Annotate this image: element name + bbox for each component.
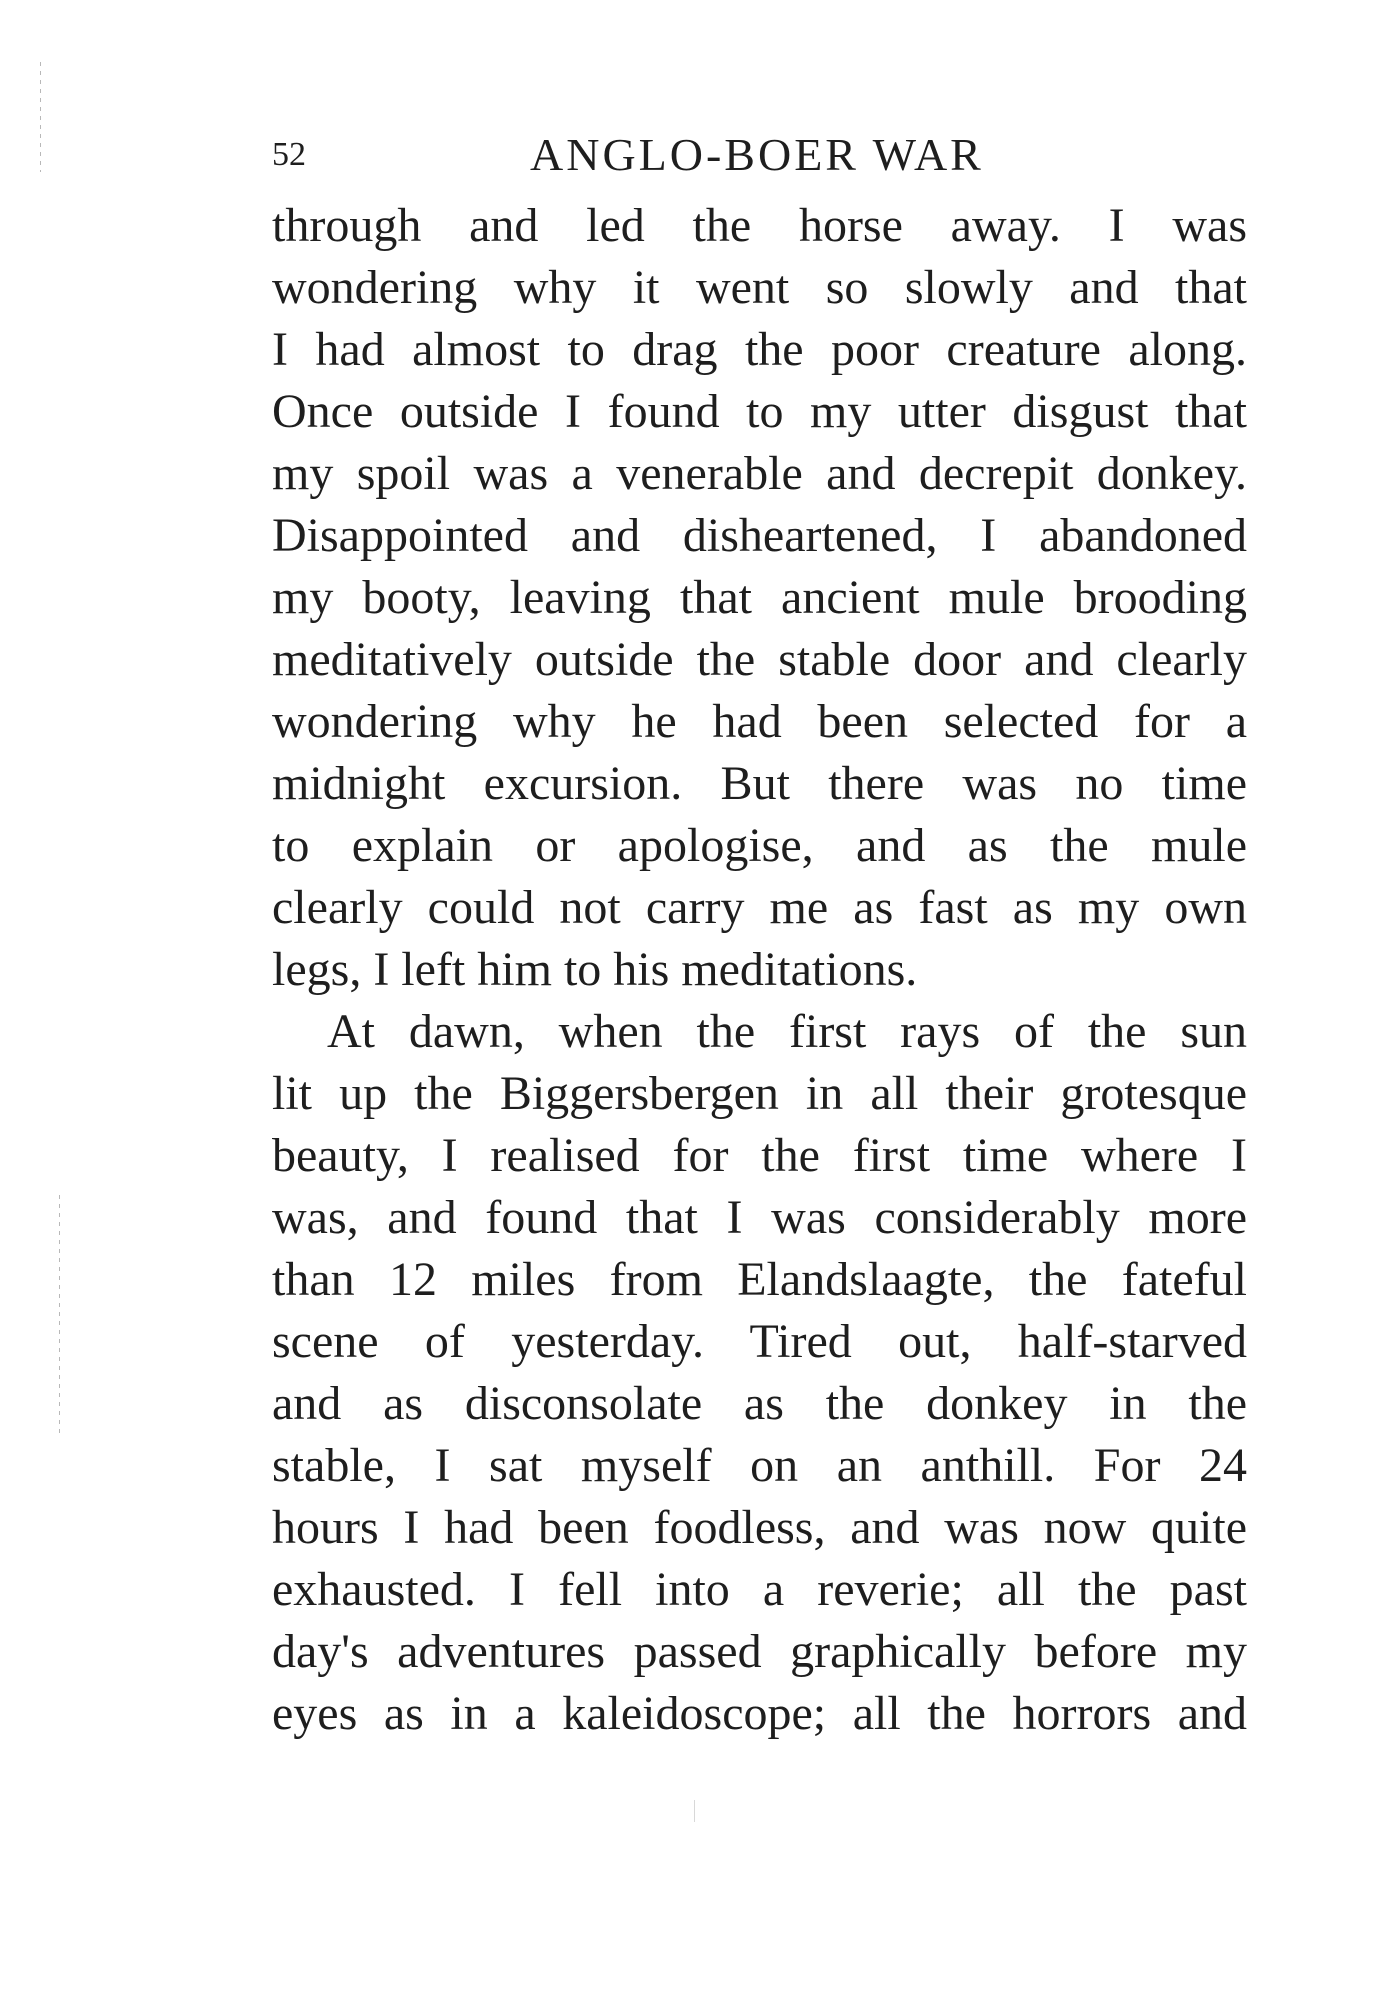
page-header bbox=[272, 128, 1247, 190]
text-line: I had almost to drag the poor creature along. bbox=[272, 323, 1247, 376]
text-line: than 12 miles from Elandslaagte, the fateful bbox=[272, 1253, 1247, 1306]
scan-edge-mark bbox=[40, 62, 41, 172]
text-line: through and led the horse away. I was bbox=[272, 199, 1247, 252]
text-line: wondering why he had been selected for a bbox=[272, 695, 1247, 748]
text-line: scene of yesterday. Tired out, half-starved bbox=[272, 1315, 1247, 1368]
text-line: day's adventures passed graphically before my bbox=[272, 1625, 1247, 1678]
page-number: 52 bbox=[272, 136, 306, 173]
text-line: stable, I sat myself on an anthill. For 24 bbox=[272, 1439, 1247, 1492]
text-line: Once outside I found to my utter disgust that bbox=[272, 385, 1247, 438]
text-line: to explain or apologise, and as the mule bbox=[272, 819, 1247, 872]
text-line: eyes as in a kaleidoscope; all the horrors and bbox=[272, 1687, 1247, 1740]
text-line: meditatively outside the stable door and clearly bbox=[272, 633, 1247, 686]
text-line: wondering why it went so slowly and that bbox=[272, 261, 1247, 314]
text-line: clearly could not carry me as fast as my own bbox=[272, 881, 1247, 934]
scan-edge-mark bbox=[59, 1195, 60, 1435]
text-line: midnight excursion. But there was no time bbox=[272, 757, 1247, 810]
running-title: ANGLO-BOER WAR bbox=[530, 129, 984, 180]
text-line: and as disconsolate as the donkey in the bbox=[272, 1377, 1247, 1430]
text-line: lit up the Biggersbergen in all their grotesque bbox=[272, 1067, 1247, 1120]
text-line: hours I had been foodless, and was now quite bbox=[272, 1501, 1247, 1554]
text-line: At dawn, when the first rays of the sun bbox=[327, 1005, 1247, 1058]
text-line: legs, I left him to his meditations. bbox=[272, 943, 918, 996]
paragraph bbox=[272, 195, 1247, 1001]
paragraph bbox=[272, 1001, 1247, 1745]
scan-speck bbox=[694, 1800, 695, 1822]
text-line: Disappointed and disheartened, I abandoned bbox=[272, 509, 1247, 562]
text-line: my booty, leaving that ancient mule brooding bbox=[272, 571, 1247, 624]
text-line: was, and found that I was considerably more bbox=[272, 1191, 1247, 1244]
body-text bbox=[272, 195, 1247, 1745]
text-line: my spoil was a venerable and decrepit donkey. bbox=[272, 447, 1247, 500]
text-line: exhausted. I fell into a reverie; all the past bbox=[272, 1563, 1247, 1616]
text-line: beauty, I realised for the first time where I bbox=[272, 1129, 1247, 1182]
